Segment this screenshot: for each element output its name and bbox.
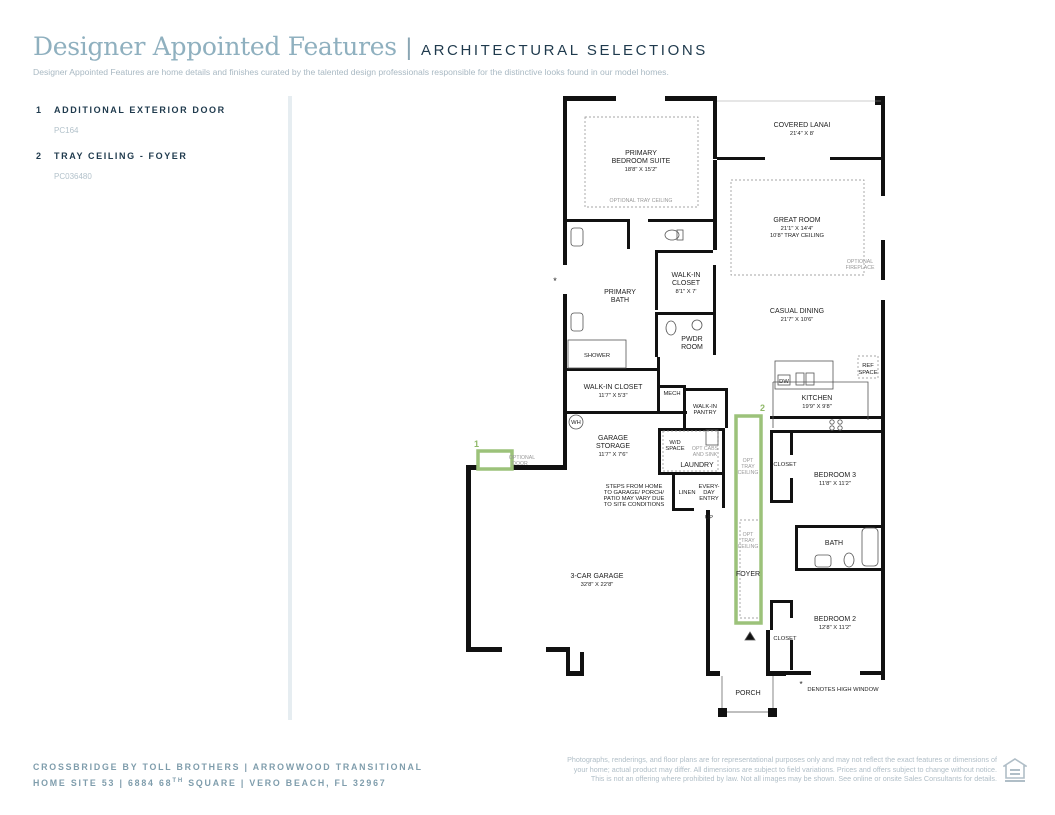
label: STEPS FROM HOME [605, 484, 663, 490]
callout-1: 1 [474, 439, 480, 449]
label: REF [862, 363, 874, 369]
label: PATIO MAY VARY DUE [603, 496, 665, 502]
label: ROOM [681, 344, 703, 351]
divider [288, 96, 292, 720]
label: BEDROOM 2 [813, 616, 857, 623]
intro-text: Designer Appointed Features are home details and finishes curated by the talented design professionals responsible for the distinctive looks found in our model homes. [33, 67, 669, 77]
label: LAUNDRY [680, 462, 714, 469]
equal-housing-opportunity-icon [1003, 758, 1027, 784]
page-header [33, 32, 708, 62]
label: OPTIONAL [508, 455, 536, 461]
label: PORCH [735, 690, 761, 697]
tub-icon [862, 528, 878, 566]
footer-line-2: HOME SITE 53 | 6884 68TH SQUARE | VERO BEACH, FL 32967 [33, 777, 387, 788]
label: CEILING [737, 470, 759, 476]
label: WALK-IN CLOSET [583, 384, 643, 391]
label: GREAT ROOM [773, 217, 821, 224]
feature-item [36, 100, 226, 135]
label: CEILING [737, 544, 759, 550]
sink-icon [571, 228, 583, 246]
floor-plan [440, 90, 900, 730]
footer-disclaimer: Photographs, renderings, and floor plans are for representational purposes only and may not reflect the exact features or dimensions of your home; actual product may differ. All dimensions are subject to field variations. Prices and offers subject to change without notice. This is not an offering where prohibited by law. Not all images may be shown. See online or onsite Sales Consultants for details. [567, 755, 997, 783]
label: BATH [610, 297, 630, 304]
label: 19'9" X 9'8" [802, 404, 832, 410]
label: COVERED LANAI [773, 122, 831, 129]
entry-arrow-icon [745, 632, 755, 640]
label: PRIMARY [625, 150, 657, 157]
label: SHOWER [583, 353, 611, 359]
label: ENTRY [699, 496, 719, 502]
feature-number: 2 [36, 151, 43, 161]
label: 10'8" TRAY CEILING [769, 233, 825, 239]
label: 8'1" X 7' [675, 289, 697, 295]
label: 12'8" X 11'2" [818, 625, 852, 631]
label: KITCHEN [801, 395, 833, 402]
label: 21'4" X 8' [789, 131, 815, 137]
label: MECH [663, 391, 681, 397]
label: WALK-IN [693, 404, 717, 410]
label: PWDR [681, 336, 703, 343]
label: TO SITE CONDITIONS [603, 502, 665, 508]
label: BATH [824, 540, 844, 547]
label: OPTIONAL TRAY CEILING [609, 198, 673, 204]
feature-number: 1 [36, 105, 43, 115]
label: OPT [742, 532, 754, 538]
footer-community [33, 760, 423, 790]
page-title: Designer Appointed Features [33, 32, 397, 61]
label: * [553, 276, 557, 286]
feature-name: TRAY CEILING - FOYER [54, 151, 188, 161]
feature-code: PC036480 [54, 172, 92, 181]
label: WALK-IN [671, 272, 701, 279]
interior-walls [567, 160, 885, 670]
label: 18'8" X 15'2" [624, 167, 658, 173]
sink-icon [815, 555, 831, 567]
label: TRAY [741, 464, 755, 470]
page-subtitle: ARCHITECTURAL SELECTIONS [421, 42, 708, 59]
label: * [799, 680, 803, 689]
sink-icon [571, 313, 583, 331]
label: CASUAL DINING [769, 308, 825, 315]
label: UP [704, 515, 714, 521]
label: CLOSET [773, 636, 797, 642]
label: EVERY- [698, 484, 720, 490]
feature-code: PC164 [54, 126, 79, 135]
label: FIREPLACE [845, 265, 875, 271]
label: TO GARAGE/ PORCH/ [603, 490, 665, 496]
label: OPT [742, 458, 754, 464]
label: WH [571, 420, 581, 426]
feature-name: ADDITIONAL EXTERIOR DOOR [54, 105, 226, 115]
footer-line-1: CROSSBRIDGE BY TOLL BROTHERS | ARROWWOOD TRANSITIONAL [33, 762, 423, 772]
label: W/D [669, 440, 681, 446]
callout-2: 2 [760, 403, 766, 413]
label: 21'7" X 10'6" [780, 317, 814, 323]
toilet-icon [844, 553, 854, 567]
feature-item [36, 146, 188, 181]
toilet-icon [666, 321, 676, 335]
label: DENOTES HIGH WINDOW [807, 687, 879, 693]
label: BEDROOM SUITE [611, 158, 671, 165]
label: DW [779, 379, 789, 385]
label: PRIMARY [604, 289, 636, 296]
label: BEDROOM 3 [813, 472, 857, 479]
label: 3-CAR GARAGE [570, 573, 624, 580]
label: STORAGE [595, 443, 631, 450]
label: DAY [703, 490, 715, 496]
label: 11'8" X 11'2" [819, 481, 851, 487]
label: PANTRY [693, 410, 717, 416]
label: FOYER [735, 571, 761, 578]
label: SPACE [858, 370, 878, 376]
label: 21'1" X 14'4" [780, 226, 814, 232]
room-labels [474, 122, 879, 697]
label: SPACE [665, 446, 685, 452]
label: 32'8" X 22'8" [580, 582, 614, 588]
sink-icon [692, 320, 702, 330]
label: CLOSET [773, 462, 797, 468]
label: GARAGE [598, 435, 628, 442]
label: DOOR [512, 461, 528, 467]
label: LINEN [678, 490, 696, 496]
label: TRAY [741, 538, 755, 544]
feature-1-highlight [478, 451, 512, 469]
label: OPTIONAL [846, 259, 874, 265]
label: 11'7" X 7'6" [598, 452, 628, 458]
label: 11'7" X 5'3" [598, 393, 628, 399]
label: OPT CABS [691, 446, 719, 452]
title-separator: | [405, 34, 412, 61]
label: AND SINK [692, 452, 718, 458]
label: CLOSET [671, 280, 701, 287]
